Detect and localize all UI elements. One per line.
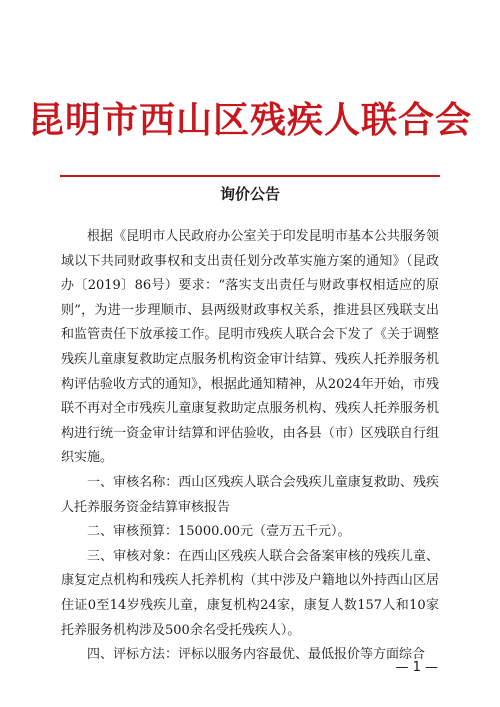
red-divider-line (60, 175, 440, 177)
paragraph-audit-target: 三、审核对象：在西山区残疾人联合会备案审核的残疾儿童、康复定点机构和残疾人托养机构（其中涉及户籍地以外持西山区居住证0至14岁残疾儿童，康复机构24家，康复人数157人和10家托养服务机构涉及500余名受托残疾人）。 (61, 548, 439, 638)
paragraph-audit-budget: 二、审核预算：15000.00元（壹万五千元）。 (87, 524, 351, 540)
document-body (61, 225, 439, 668)
masthead-org-name: 昆明市西山区残疾人联合会 (27, 99, 472, 141)
document-title: 询价公告 (219, 185, 280, 203)
paragraph-evaluation-method: 四、评标方法：评标以服务内容最优、最低报价等方面综合 (87, 647, 426, 663)
paragraph-intro: 根据《昆明市人民政府办公室关于印发昆明市基本公共服务领域以下共同财政事权和支出责任划分改革实施方案的通知》（昆政办〔2019〕86号）要求：“落实支出责任与财政事权相适应的原则”，为进一步理顺市、县两级财政事权关系，推进县区残联支出和监管责任下放承接工作。昆明市残疾人联合会下发了《关于调整残疾儿童康复救助定点服务机构资金审计结算、残疾人托养服务机构评估验收方式的通知》，根据此通知精神，从2024年开始，市残联不再对全市残疾儿童康复救助定点服务机构、残疾人托养服务机构进行统一资金审计结算和评估验收，由各县（市）区残联自行组织实施。 (61, 229, 439, 466)
paragraph-audit-name: 一、审核名称：西山区残疾人联合会残疾儿童康复救助、残疾人托养服务资金结算审核报告 (61, 474, 439, 515)
page-number: — 1 — (395, 660, 438, 675)
